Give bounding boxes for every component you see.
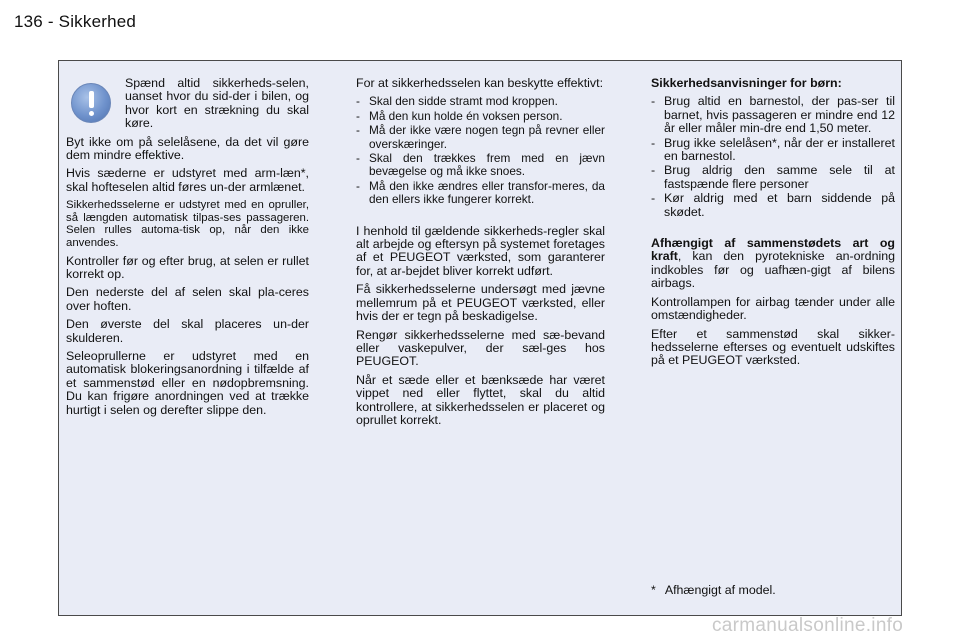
footnote-star: * <box>651 583 656 597</box>
paragraph: Sikkerhedsselerne er udstyret med en opruller, så længden automatisk tilpas-ses passageren. Selen rulles automa-tisk op, når den ikke anvendes. <box>66 199 309 250</box>
column-middle <box>356 77 605 432</box>
list-item: - Skal den sidde stramt mod kroppen. <box>356 95 605 108</box>
warning-block <box>66 77 309 131</box>
section-heading: Sikkerhedsanvisninger for børn: <box>651 76 842 90</box>
paragraph: Hvis sæderne er udstyret med arm-læn*, skal hofteselen altid føres un-der armlænet. <box>66 166 309 194</box>
list-item: - Må der ikke være nogen tegn på revner eller overskæringer. <box>356 124 605 151</box>
paragraph: Den øverste del skal placeres un-der skulderen. <box>66 317 309 345</box>
paragraph: Seleoprullerne er udstyret med en automatisk blokeringsanordning i tilfælde af et sammenstød eller en nødopbremsning. Du kan frigøre anordningen ved at trække hurtigt i selen og derefter slippe den. <box>66 349 309 417</box>
watermark: carmanualsonline.info <box>712 615 904 636</box>
paragraph: I henhold til gældende sikkerheds-regler skal alt arbejde og eftersyn på systemet foretages af et PEUGEOT værksted, som garanterer for, at ar-bejdet bliver korrekt udført. <box>356 223 605 278</box>
footnote-text: Afhængigt af model. <box>664 583 776 597</box>
bold-lead: Afhængigt af sammenstødets art og kraft <box>651 236 895 264</box>
bullet-list <box>356 95 605 206</box>
paragraph: Kontroller før og efter brug, at selen er rullet korrekt op. <box>66 253 309 282</box>
content-panel <box>58 60 902 616</box>
list-item: - Brug altid en barnestol, der pas-ser til barnet, hvis passageren er mindre end 12 år eller måler min-dre end 1,50 meter. <box>651 95 895 135</box>
bullet-list <box>651 95 895 219</box>
page-title: 136 - Sikkerhed <box>14 12 137 31</box>
paragraph: Kontrollampen for airbag tænder under alle omstændigheder. <box>651 294 895 323</box>
paragraph: Få sikkerhedsselerne undersøgt med jævne mellemrum på et PEUGEOT værksted, eller hvis der er tegn på beskadigelse. <box>356 282 605 324</box>
paragraph-rest: , kan den pyrotekniske an-ordning indkobles før og uafhæn-gigt af bilens airbags. <box>651 249 895 291</box>
paragraph: Den nederste del af selen skal pla-ceres over hoften. <box>66 285 309 313</box>
paragraph: Efter et sammenstød skal sikker-hedsselerne efterses og eventuelt udskiftes på et PEUGEOT værksted. <box>651 326 895 368</box>
paragraph: For at sikkerhedsselen kan beskytte effektivt: <box>356 76 604 90</box>
paragraph: Rengør sikkerhedsselerne med sæ-bevand eller vaskepulver, der sæl-ges hos PEUGEOT. <box>356 327 605 369</box>
column-right <box>651 77 895 373</box>
list-item: - Skal den trækkes frem med en jævn bevægelse og må ikke snoes. <box>356 152 605 179</box>
list-item: - Må den ikke ændres eller transfor-meres, da den ellers ikke fungerer korrekt. <box>356 180 605 207</box>
list-item: - Kør aldrig med et barn siddende på skødet. <box>651 192 895 219</box>
warning-text: Spænd altid sikkerheds-selen, uanset hvor du sid-der i bilen, og hvor kort en strækning du skal køre. <box>125 77 309 131</box>
paragraph <box>651 237 895 291</box>
list-item: - Må den kun holde én voksen person. <box>356 110 605 123</box>
paragraph: Når et sæde eller et bænksæde har været vippet ned eller flyttet, skal du altid kontrollere, at sikkerhedsselen er placeret og oprullet korrekt. <box>356 372 605 427</box>
list-item: - Brug ikke selelåsen*, når der er installeret en barnestol. <box>651 137 895 164</box>
list-item: - Brug aldrig den samme sele til at fastspænde flere personer <box>651 164 895 191</box>
paragraph: Byt ikke om på selelåsene, da det vil gøre dem mindre effektive. <box>66 134 309 163</box>
footnote <box>651 583 776 597</box>
exclamation-icon <box>71 83 111 123</box>
column-left <box>66 77 309 422</box>
